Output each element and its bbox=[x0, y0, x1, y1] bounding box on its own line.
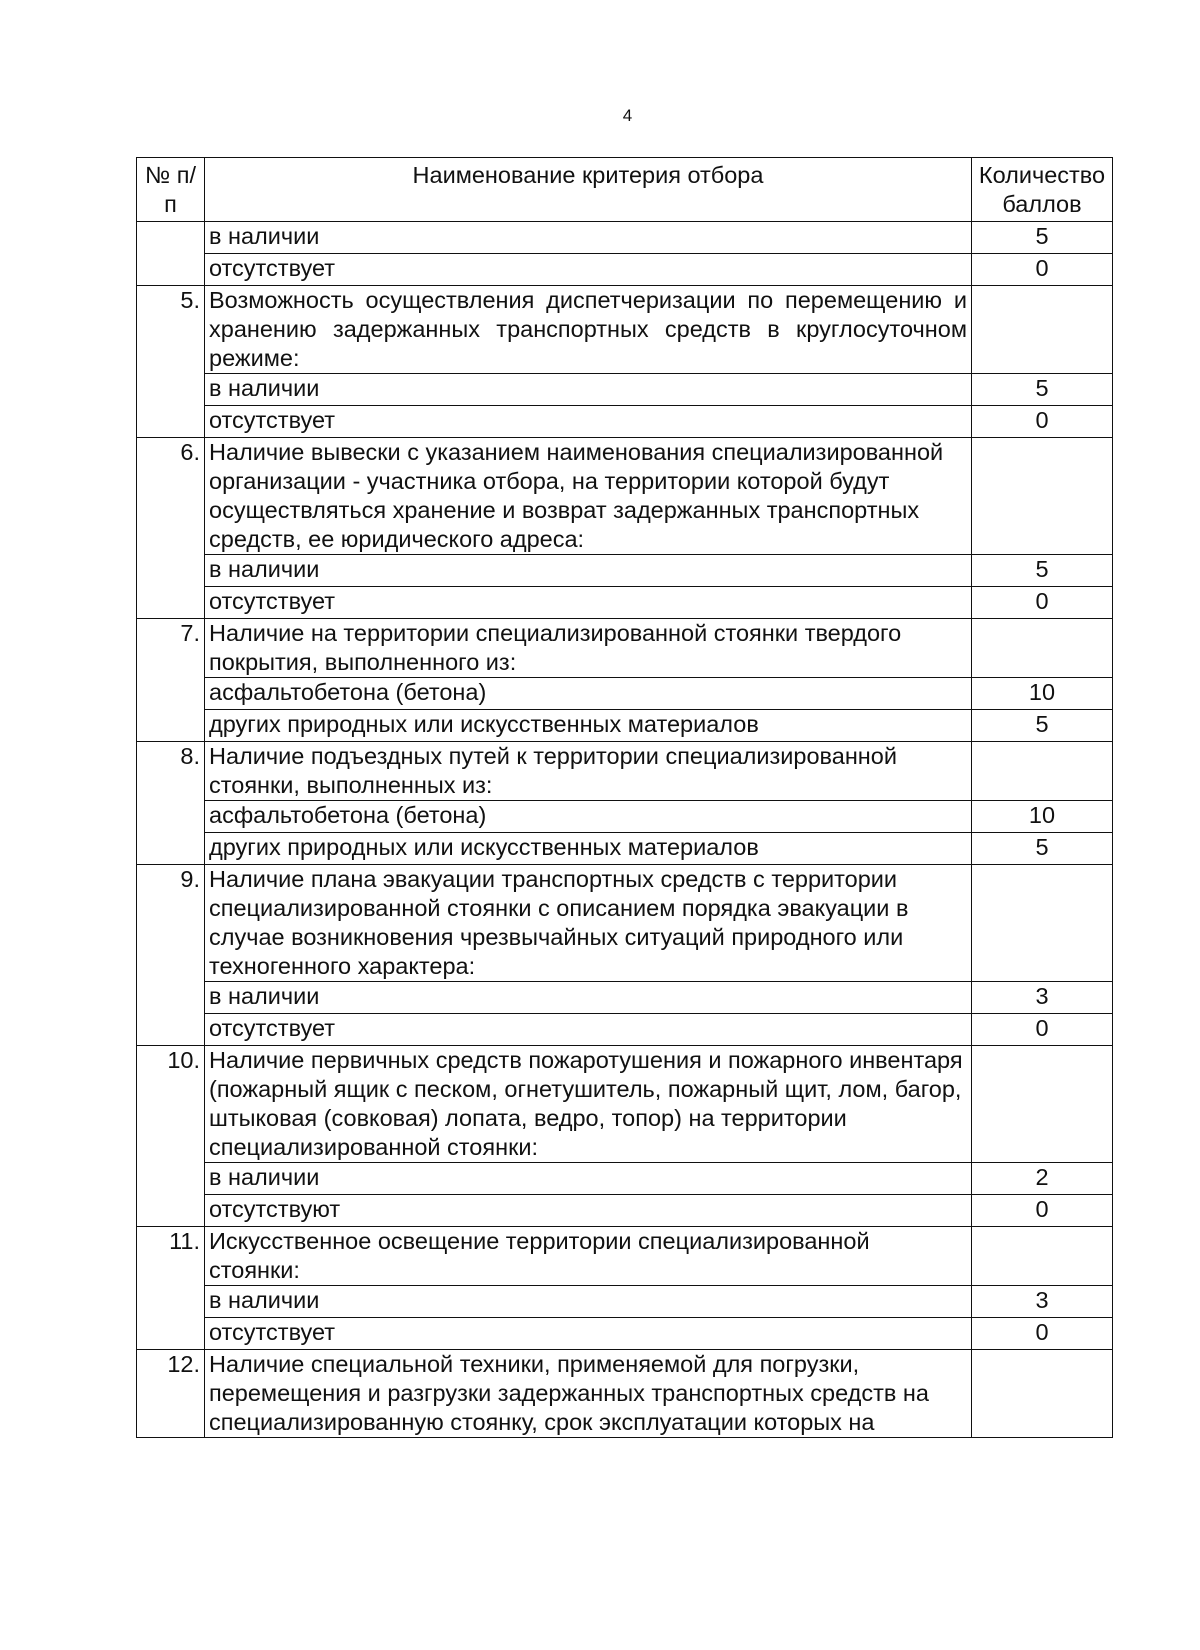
row-number: 5. bbox=[137, 286, 205, 438]
row-points: 3 bbox=[972, 982, 1113, 1014]
row-points bbox=[972, 286, 1113, 374]
row-points bbox=[972, 1227, 1113, 1286]
row-points: 5 bbox=[972, 833, 1113, 865]
row-text: Возможность осуществления диспетчеризации по перемещению и хранению задержанных транспортных средств в круглосуточном режиме: bbox=[205, 286, 972, 374]
row-text: Наличие вывески с указанием наименования специализированной организации - участника отбора, на территории которой будут осуществляться хранение и возврат задержанных транспортных средств, ее юридического адреса: bbox=[205, 438, 972, 555]
row-text: Наличие первичных средств пожаротушения и пожарного инвентаря (пожарный ящик с песком, огнетушитель, пожарный щит, лом, багор, штыковая (совковая) лопата, ведро, топор) на территории специализированной стоянки: bbox=[205, 1046, 972, 1163]
row-points: 0 bbox=[972, 406, 1113, 438]
row-points: 5 bbox=[972, 374, 1113, 406]
row-points bbox=[972, 1046, 1113, 1163]
table-row bbox=[137, 286, 1113, 374]
row-text: Наличие подъездных путей к территории специализированной стоянки, выполненных из: bbox=[205, 742, 972, 801]
table-row bbox=[137, 1350, 1113, 1438]
table-row bbox=[137, 1318, 1113, 1350]
row-text: отсутствует bbox=[205, 406, 972, 438]
row-points bbox=[972, 742, 1113, 801]
table-row bbox=[137, 254, 1113, 286]
row-points: 5 bbox=[972, 710, 1113, 742]
row-number: 10. bbox=[137, 1046, 205, 1227]
row-points: 0 bbox=[972, 587, 1113, 619]
table-row bbox=[137, 555, 1113, 587]
table-row bbox=[137, 982, 1113, 1014]
row-text: отсутствует bbox=[205, 1014, 972, 1046]
table-row bbox=[137, 1286, 1113, 1318]
row-text: асфальтобетона (бетона) bbox=[205, 678, 972, 710]
row-points: 5 bbox=[972, 222, 1113, 254]
table-row bbox=[137, 1227, 1113, 1286]
row-points: 10 bbox=[972, 678, 1113, 710]
row-text: асфальтобетона (бетона) bbox=[205, 801, 972, 833]
page-number: 4 bbox=[622, 106, 633, 125]
row-text: отсутствует bbox=[205, 587, 972, 619]
table-row bbox=[137, 374, 1113, 406]
row-points: 10 bbox=[972, 801, 1113, 833]
header-name: Наименование критерия отбора bbox=[205, 158, 972, 222]
table-row bbox=[137, 678, 1113, 710]
table-row bbox=[137, 1046, 1113, 1163]
row-text: Наличие специальной техники, применяемой для погрузки, перемещения и разгрузки задержанных транспортных средств на специализированную стоянку, срок эксплуатации которых на bbox=[205, 1350, 972, 1438]
row-text: в наличии bbox=[205, 1163, 972, 1195]
row-points: 5 bbox=[972, 555, 1113, 587]
row-text: Наличие плана эвакуации транспортных средств с территории специализированной стоянки с описанием порядка эвакуации в случае возникновения чрезвычайных ситуаций природного или техногенного характера: bbox=[205, 865, 972, 982]
row-number: 6. bbox=[137, 438, 205, 619]
row-text: в наличии bbox=[205, 982, 972, 1014]
row-points: 0 bbox=[972, 254, 1113, 286]
row-text: в наличии bbox=[205, 555, 972, 587]
table-row bbox=[137, 801, 1113, 833]
table-row bbox=[137, 742, 1113, 801]
row-text: в наличии bbox=[205, 222, 972, 254]
row-text: отсутствует bbox=[205, 254, 972, 286]
row-points: 3 bbox=[972, 1286, 1113, 1318]
row-points: 2 bbox=[972, 1163, 1113, 1195]
row-points: 0 bbox=[972, 1014, 1113, 1046]
row-text: других природных или искусственных материалов bbox=[205, 833, 972, 865]
table-row bbox=[137, 1014, 1113, 1046]
table-row bbox=[137, 619, 1113, 678]
row-points bbox=[972, 438, 1113, 555]
row-points bbox=[972, 619, 1113, 678]
row-number: 12. bbox=[137, 1350, 205, 1438]
criteria-table bbox=[136, 157, 1113, 1438]
table-row bbox=[137, 710, 1113, 742]
row-points: 0 bbox=[972, 1195, 1113, 1227]
row-number: 7. bbox=[137, 619, 205, 742]
row-text: в наличии bbox=[205, 1286, 972, 1318]
table-row bbox=[137, 1163, 1113, 1195]
header-points: Количество баллов bbox=[972, 158, 1113, 222]
row-text: в наличии bbox=[205, 374, 972, 406]
row-points bbox=[972, 865, 1113, 982]
row-number bbox=[137, 222, 205, 286]
table-row bbox=[137, 222, 1113, 254]
row-text: отсутствует bbox=[205, 1318, 972, 1350]
table-row bbox=[137, 587, 1113, 619]
row-number: 11. bbox=[137, 1227, 205, 1350]
row-points bbox=[972, 1350, 1113, 1438]
row-points: 0 bbox=[972, 1318, 1113, 1350]
table-row bbox=[137, 406, 1113, 438]
table-row bbox=[137, 1195, 1113, 1227]
row-text: других природных или искусственных материалов bbox=[205, 710, 972, 742]
table-row bbox=[137, 833, 1113, 865]
table-row bbox=[137, 438, 1113, 555]
header-num: № п/п bbox=[137, 158, 205, 222]
table-row bbox=[137, 865, 1113, 982]
table-header-row bbox=[137, 158, 1113, 222]
row-number: 9. bbox=[137, 865, 205, 1046]
row-number: 8. bbox=[137, 742, 205, 865]
row-text: отсутствуют bbox=[205, 1195, 972, 1227]
row-text: Наличие на территории специализированной стоянки твердого покрытия, выполненного из: bbox=[205, 619, 972, 678]
row-text: Искусственное освещение территории специализированной стоянки: bbox=[205, 1227, 972, 1286]
